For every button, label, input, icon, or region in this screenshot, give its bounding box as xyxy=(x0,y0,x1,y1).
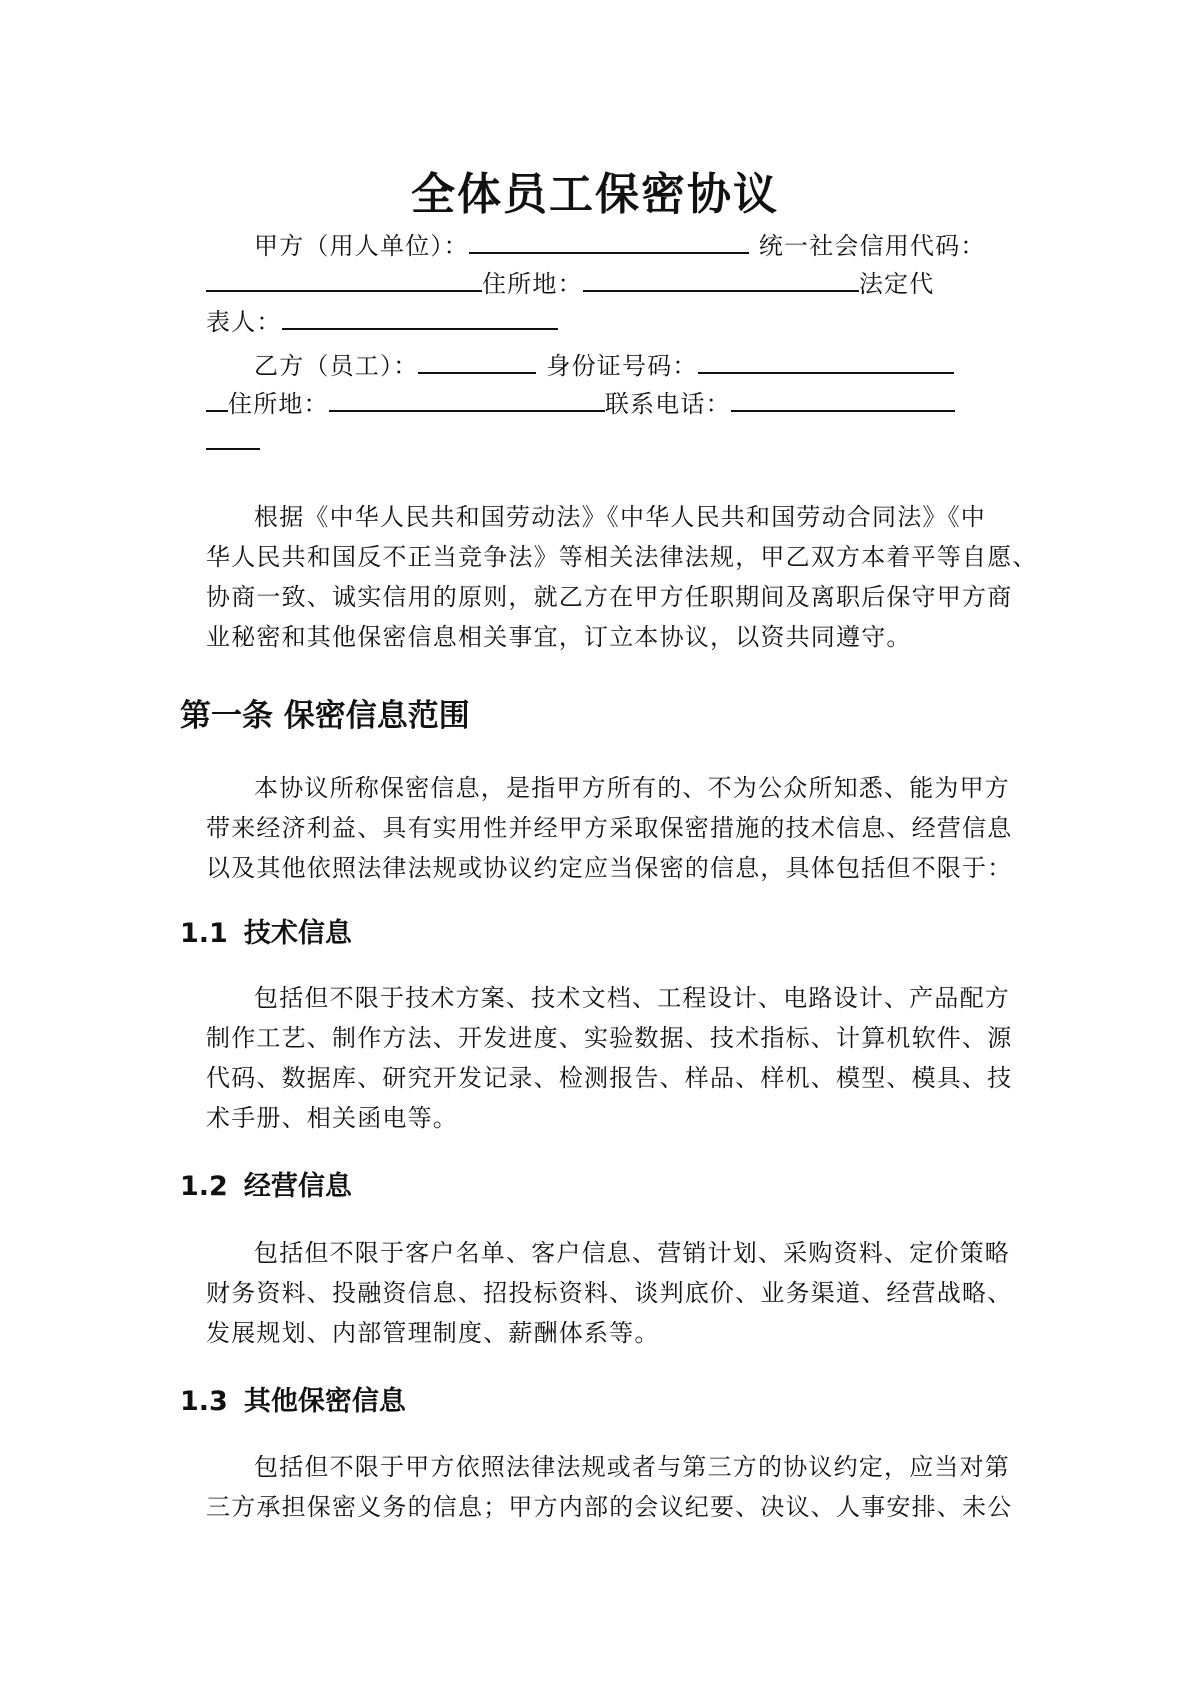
section-number: 1.2 xyxy=(180,1171,228,1202)
phone-blank[interactable] xyxy=(731,384,955,412)
preamble-line: 华人民共和国反不正当竞争法》等相关法律法规，甲乙双方本着平等自愿、 xyxy=(206,543,1038,571)
legal-rep-blank[interactable] xyxy=(282,302,558,330)
party-a-label: 甲方（用人单位）： xyxy=(254,232,469,260)
section-1-3-line: 包括但不限于甲方依照法律法规或者与第三方的协议约定，应当对第 xyxy=(254,1453,1010,1481)
article-1-intro-line: 带来经济利益、具有实用性并经甲方采取保密措施的技术信息、经营信息 xyxy=(206,814,1013,842)
preamble-line: 业秘密和其他保密信息相关事宜，订立本协议，以资共同遵守。 xyxy=(206,623,912,651)
id-number-blank[interactable] xyxy=(698,346,954,374)
section-1-2-line: 包括但不限于客户名单、客户信息、营销计划、采购资料、定价策略 xyxy=(254,1239,1010,1267)
party-b-name-blank[interactable] xyxy=(418,346,536,374)
section-number: 1.3 xyxy=(180,1386,228,1417)
preamble-line: 根据《中华人民共和国劳动法》《中华人民共和国劳动合同法》《中 xyxy=(254,503,986,531)
phone-blank-continued[interactable] xyxy=(206,422,260,450)
section-1-3-heading xyxy=(180,1382,406,1422)
id-number-label: 身份证号码： xyxy=(546,352,698,380)
section-1-1-heading xyxy=(180,914,352,954)
party-a-address-blank[interactable] xyxy=(583,264,859,292)
section-1-1-line: 包括但不限于技术方案、技术文档、工程设计、电路设计、产品配方 xyxy=(254,984,1010,1012)
party-b-line-2 xyxy=(206,384,955,424)
section-number: 1.1 xyxy=(180,918,228,949)
party-a-address-label: 住所地： xyxy=(482,270,583,298)
section-title: 技术信息 xyxy=(243,918,352,949)
section-1-3-line: 三方承担保密义务的信息；甲方内部的会议纪要、决议、人事安排、未公 xyxy=(206,1493,1013,1521)
article-1-heading: 第一条 保密信息范围 xyxy=(180,698,470,734)
party-b-address-label: 住所地： xyxy=(228,390,329,418)
party-b-address-blank[interactable] xyxy=(329,384,605,412)
legal-rep-label-2: 表人： xyxy=(206,308,282,336)
party-b-line-3 xyxy=(206,422,260,462)
phone-label: 联系电话： xyxy=(604,390,731,418)
section-1-2-heading xyxy=(180,1167,352,1207)
party-a-line-2 xyxy=(206,264,934,304)
section-1-1-line: 代码、数据库、研究开发记录、检测报告、样品、样机、模型、模具、技 xyxy=(206,1064,1013,1092)
party-a-line-3 xyxy=(206,302,558,342)
section-1-1-line: 制作工艺、制作方法、开发进度、实验数据、技术指标、计算机软件、源 xyxy=(206,1024,1013,1052)
section-1-2-line: 发展规划、内部管理制度、薪酬体系等。 xyxy=(206,1319,660,1347)
party-a-name-blank[interactable] xyxy=(469,226,749,254)
id-number-blank-continued[interactable] xyxy=(206,384,228,412)
document-title: 全体员工保密协议 xyxy=(411,169,779,220)
party-b-label: 乙方（员工）： xyxy=(254,352,419,380)
party-b-line-1 xyxy=(254,346,954,386)
legal-rep-label-1: 法定代 xyxy=(858,270,935,298)
section-1-1-line: 术手册、相关函电等。 xyxy=(206,1104,458,1132)
section-title: 其他保密信息 xyxy=(243,1386,406,1417)
credit-code-label: 统一社会信用代码： xyxy=(758,232,986,260)
preamble-line: 协商一致、诚实信用的原则，就乙方在甲方任职期间及离职后保守甲方商 xyxy=(206,583,1013,611)
party-a-line-1 xyxy=(254,226,986,266)
article-1-intro-line: 以及其他依照法律法规或协议约定应当保密的信息，具体包括但不限于： xyxy=(206,854,1013,882)
credit-code-blank[interactable] xyxy=(206,264,482,292)
section-title: 经营信息 xyxy=(243,1171,352,1202)
article-1-intro-line: 本协议所称保密信息，是指甲方所有的、不为公众所知悉、能为甲方 xyxy=(254,774,1010,802)
section-1-2-line: 财务资料、投融资信息、招投标资料、谈判底价、业务渠道、经营战略、 xyxy=(206,1279,1013,1307)
